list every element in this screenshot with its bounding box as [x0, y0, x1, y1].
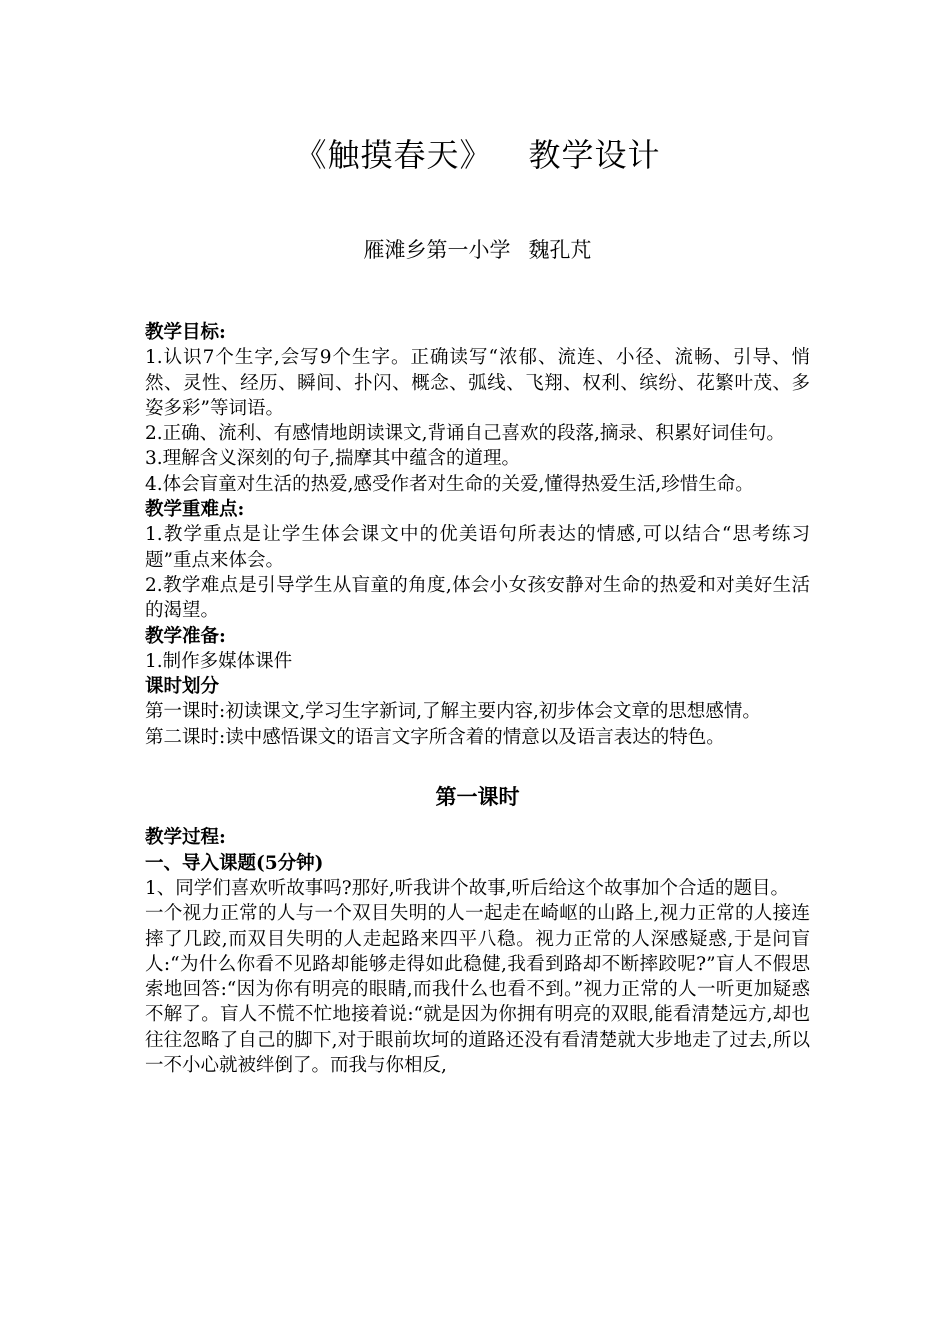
title-book: 《触摸春天》: [294, 136, 493, 174]
goal-item: 3.理解含义深刻的句子,揣摩其中蕴含的道理。: [145, 448, 521, 470]
author-school: 雁滩乡第一小学: [363, 238, 511, 262]
lesson-paragraph: 一个视力正常的人与一个双目失明的人一起走在崎岖的山路上,视力正常的人接连摔了几跤,而双目失明的人走起路来四平八稳。视力正常的人深感疑惑,于是问盲人:“为什么你看不见路却能够走得如此稳健,我看到路却不断摔跤呢?”盲人不假思索地回答:“因为你有明亮的眼睛,而我什么也看不到。”视力正常的人一听更加疑惑不解了。盲人不慌不忙地接着说:“就是因为你拥有明亮的双眼,能看清楚远方,却也往往忽略了自己的脚下,对于眼前坎坷的道路还没有看清楚就大步地走了过去,所以一不小心就被绊倒了。而我与你相反,: [145, 903, 810, 1077]
lesson-heading: 第一课时: [435, 784, 520, 810]
goal-item: 4.体会盲童对生活的热爱,感受作者对生命的关爱,懂得热爱生活,珍惜生命。: [145, 473, 754, 495]
schedule-heading: 课时划分: [145, 676, 220, 698]
schedule-item: 第二课时:读中感悟课文的语言文字所含着的情意以及语言表达的特色。: [145, 726, 725, 748]
document-body: [145, 320, 810, 1078]
author-name: 魏孔芃: [528, 238, 592, 262]
keypoints-heading: 教学重难点:: [145, 499, 245, 521]
section-heading: 一、导入课题(5分钟): [145, 852, 324, 874]
prep-item: 1.制作多媒体课件: [145, 650, 293, 672]
goal-item: 2.正确、流利、有感情地朗读课文,背诵自己喜欢的段落,摘录、积累好词佳句。: [145, 423, 785, 445]
prep-heading: 教学准备:: [145, 625, 226, 647]
title-rest: 教学设计: [528, 136, 661, 174]
lesson-paragraph: 1、同学们喜欢听故事吗?那好,听我讲个故事,听后给这个故事加个合适的题目。: [145, 877, 789, 899]
goal-item: 1.认识7个生字,会写9个生字。正确读写“浓郁、流连、小径、流畅、引导、悄然、灵性、经历、瞬间、扑闪、概念、弧线、飞翔、权利、缤纷、花繁叶茂、多姿多彩”等词语。: [145, 347, 810, 419]
goals-heading: 教学目标:: [145, 322, 226, 343]
keypoint-item: 1.教学重点是让学生体会课文中的优美语句所表达的情感,可以结合“思考练习题”重点来体会。: [145, 524, 810, 571]
process-heading: 教学过程:: [145, 827, 226, 849]
keypoint-item: 2.教学难点是引导学生从盲童的角度,体会小女孩安静对生命的热爱和对美好生活的渴望。: [145, 574, 810, 622]
schedule-item: 第一课时:初读课文,学习生字新词,了解主要内容,初步体会文章的思想感情。: [145, 701, 761, 723]
document-author: [145, 234, 810, 264]
document-title: [145, 130, 810, 176]
